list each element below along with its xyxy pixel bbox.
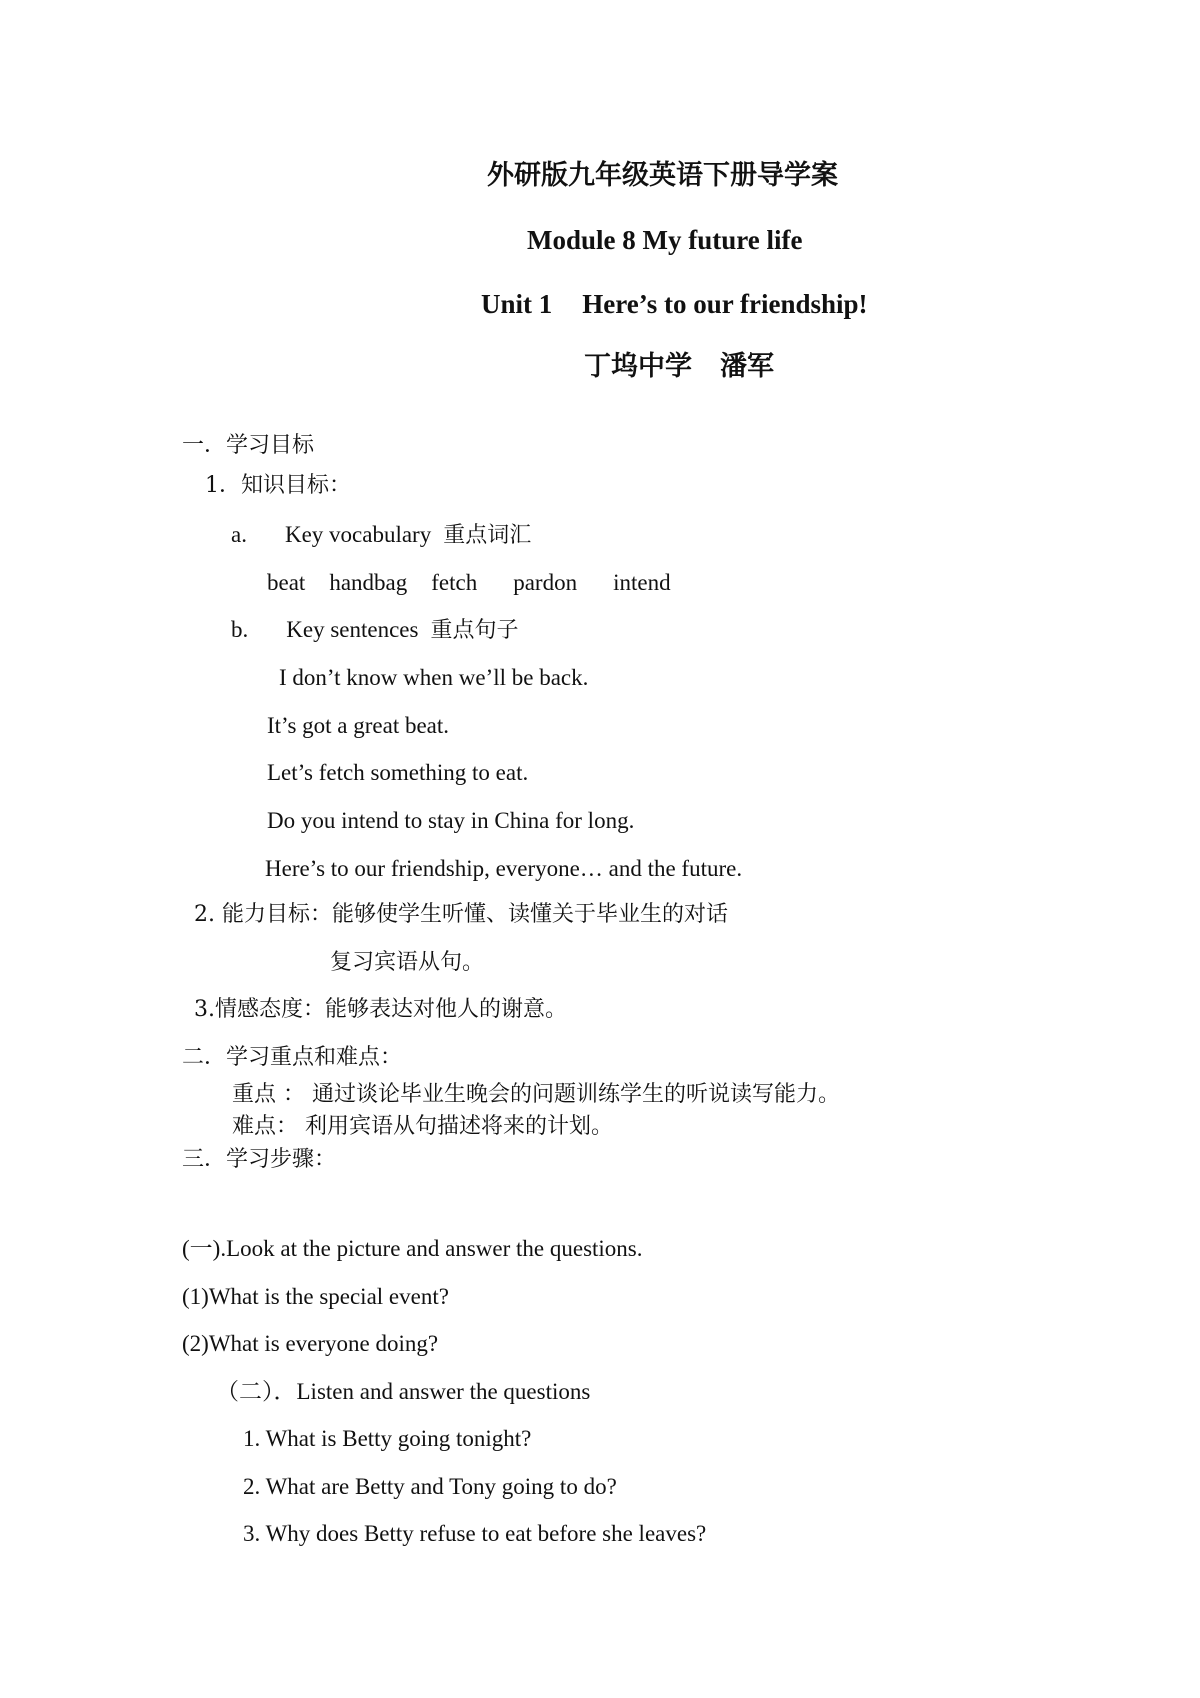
unit-label: Unit 1 [481,289,553,319]
key-sentence: It’s got a great beat. [267,713,450,738]
knowledge-goal-heading: 1．知识目标： [205,473,351,498]
document-title: 外研版九年级英语下册导学案 [487,160,838,191]
sentences-label-cn: 重点句子 [430,618,519,643]
key-sentence: I don’t know when we’ll be back. [279,665,589,690]
vocab-word: handbag [329,570,408,595]
school-name: 丁坞中学 [584,351,692,382]
key-sentence: Do you intend to stay in China for long. [267,808,635,833]
ability-goal-continued: 复习宾语从句。 [330,950,485,975]
sentences-line [231,616,518,644]
step2-heading: （二）．Listen and answer the questions [216,1379,591,1404]
vocab-word: fetch [431,570,478,595]
sentences-label: Key sentences [286,617,419,642]
step2-question: 3. Why does Betty refuse to eat before she leaves? [243,1521,707,1546]
vocab-marker: a. [231,522,247,547]
sentences-marker: b. [231,617,249,642]
vocab-words [267,569,671,597]
section3-heading: 三．学习步骤： [182,1147,337,1172]
vocab-word: intend [613,570,671,595]
vocab-word: pardon [513,570,578,595]
unit-title: Here’s to our friendship! [582,289,868,319]
difficulty-point: 难点： 利用宾语从句描述将来的计划。 [232,1114,613,1139]
key-point: 重点 ： 通过谈论毕业生晚会的问题训练学生的听说读写能力。 [232,1082,840,1107]
author-line [584,351,774,383]
section1-heading: 一．学习目标 [182,433,315,458]
module-title: Module 8 My future life [527,225,803,255]
step2-question: 1. What is Betty going tonight? [243,1426,532,1451]
step1-question: (2)What is everyone doing? [182,1331,439,1356]
ability-goal: 2. 能力目标：能够使学生听懂、读懂关于毕业生的对话 [194,902,728,927]
vocab-label: Key vocabulary [284,522,432,547]
author-name: 潘军 [720,351,774,382]
vocab-label-cn: 重点词汇 [443,523,532,548]
unit-heading [481,288,868,320]
vocab-word: beat [267,570,306,595]
step2-question: 2. What are Betty and Tony going to do? [243,1474,617,1499]
step1-heading: (一).Look at the picture and answer the questions. [182,1236,643,1261]
vocab-line [231,521,531,549]
emotion-goal: 3.情感态度：能够表达对他人的谢意。 [194,997,567,1022]
step1-question: (1)What is the special event? [182,1284,449,1309]
key-sentence: Let’s fetch something to eat. [267,760,529,785]
key-sentence: Here’s to our friendship, everyone… and the future. [265,856,743,881]
section2-heading: 二．学习重点和难点： [182,1045,403,1070]
